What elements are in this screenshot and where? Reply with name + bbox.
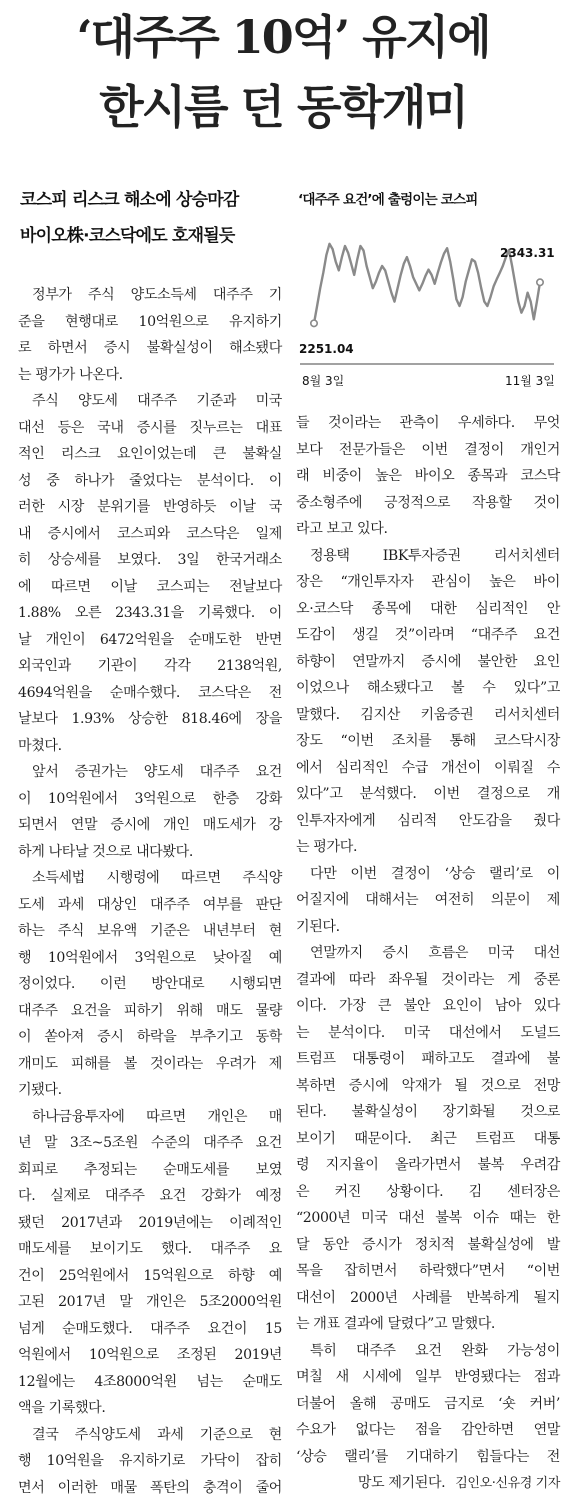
closing-text: 망도 제기된다. bbox=[358, 1475, 445, 1491]
body-text-line: 인투자자에게 심리적 안도감을 줬다 bbox=[296, 808, 560, 835]
body-text-line: 대선이 2000년 사례를 반복하게 될지 bbox=[296, 1285, 560, 1312]
headline-line-1: ‘대주주 10억’ 유지에 bbox=[0, 10, 566, 64]
body-text-line: 수요가 없다는 점을 감안하면 연말 bbox=[296, 1417, 560, 1444]
body-text-line: 로 하면서 증시 불확실성이 해소됐다 bbox=[18, 335, 282, 362]
body-text-line: “2000년 미국 대선 불복 이슈 때는 한 bbox=[296, 1205, 560, 1232]
body-text-line: 대주주 요건을 피하기 위해 매도 물량 bbox=[18, 998, 282, 1025]
body-text-line: 트럼프 대통령이 패하고도 결과에 불 bbox=[296, 1046, 560, 1073]
body-text-line: 이 쏟아져 증시 하락을 부추기고 동학 bbox=[18, 1024, 282, 1051]
body-text-line: 행 10억원을 유지하기로 가닥이 잡히 bbox=[18, 1448, 282, 1475]
body-text-line: 는 평가다. bbox=[296, 834, 560, 861]
kospi-line-chart bbox=[296, 186, 558, 396]
body-text-line: 는 개표 결과에 달렸다”고 말했다. bbox=[296, 1311, 560, 1338]
body-text-line: 소득세법 시행령에 따르면 주식양 bbox=[18, 865, 282, 892]
chart-x-end-label: 11월 3일 bbox=[505, 372, 555, 389]
body-text-line: 다만 이번 결정이 ‘상승 랠리’로 이 bbox=[296, 861, 560, 888]
body-text-line: 라고 보고 있다. bbox=[296, 516, 560, 543]
body-text-line: 에서 심리적인 수급 개선이 이뤄질 수 bbox=[296, 755, 560, 782]
body-text-line: 는 평가가 나온다. bbox=[18, 362, 282, 389]
body-text-line: 1.88% 오른 2343.31을 기록했다. 이 bbox=[18, 600, 282, 627]
chart-end-value-label: 2343.31 bbox=[500, 246, 555, 260]
body-text-line: 준을 현행대로 10억원으로 유지하기 bbox=[18, 309, 282, 336]
body-text-line: 다. 실제로 대주주 요건 강화가 예정 bbox=[18, 1183, 282, 1210]
body-text-line: 날보다 1.93% 상승한 818.46에 장을 bbox=[18, 706, 282, 733]
body-text-line: 매도세를 보이기도 했다. 대주주 요 bbox=[18, 1236, 282, 1263]
body-text-line: 기된다. bbox=[296, 914, 560, 941]
body-text-line: 러한 시장 분위기를 반영하듯 이날 국 bbox=[18, 494, 282, 521]
body-text-line: 보이기 때문이다. 최근 트럼프 대통 bbox=[296, 1126, 560, 1153]
body-text-line: 달 동안 증시가 정치적 불확실성에 발 bbox=[296, 1232, 560, 1259]
body-text-line: 오·코스닥 종목에 대한 심리적인 안 bbox=[296, 596, 560, 623]
body-text-line: 래 비중이 높은 바이오 종목과 코스닥 bbox=[296, 463, 560, 490]
body-text-line: 정이었다. 이런 방안대로 시행되면 bbox=[18, 971, 282, 998]
body-text-line: 마쳤다. bbox=[18, 733, 282, 760]
body-text-line: 하향이 연말까지 증시에 불안한 요인 bbox=[296, 649, 560, 676]
body-text-line: ‘상승 랠리’를 기대하기 힘들다는 전 bbox=[296, 1444, 560, 1471]
body-text-line: 연말까지 증시 흐름은 미국 대선 bbox=[296, 940, 560, 967]
body-text-line: 중소형주에 긍정적으로 작용할 것이 bbox=[296, 490, 560, 517]
body-text-line: 장도 “이번 조치를 통해 코스닥시장 bbox=[296, 728, 560, 755]
body-text-line: 복하면 증시에 악재가 될 것으로 전망 bbox=[296, 1073, 560, 1100]
body-text-line: 정용택 IBK투자증권 리서치센터 bbox=[296, 543, 560, 570]
closing-line bbox=[296, 1470, 560, 1498]
body-text-line: 적인 리스크 요인이었는데 큰 불확실 bbox=[18, 441, 282, 468]
body-text-line: 외국인과 기관이 각각 2138억원, bbox=[18, 653, 282, 680]
chart-start-point bbox=[311, 320, 317, 326]
body-text-line: 년 말 3조~5조원 수준의 대주주 요건 bbox=[18, 1130, 282, 1157]
body-text-line: 목을 잡히면서 하락했다”면서 “이번 bbox=[296, 1258, 560, 1285]
body-text-line: 날 개인이 6472억원을 순매도한 반면 bbox=[18, 627, 282, 654]
body-text-line: 결과에 따라 좌우될 것이라는 게 중론 bbox=[296, 967, 560, 994]
body-text-line: 억원에서 10억원으로 조정된 2019년 bbox=[18, 1342, 282, 1369]
body-text-line: 건이 25억원에서 15억원으로 하향 예 bbox=[18, 1263, 282, 1290]
headline-line-2: 한시름 던 동학개미 bbox=[0, 80, 566, 134]
body-text-line: 행 10억원에서 3억원으로 낮아질 예 bbox=[18, 945, 282, 972]
body-text-line: 회피로 추정되는 순매도세를 보였 bbox=[18, 1157, 282, 1184]
body-text-line: 됐던 2017년과 2019년에는 이례적인 bbox=[18, 1210, 282, 1237]
body-text-line: 은 커진 상황이다. 김 센터장은 bbox=[296, 1179, 560, 1206]
article-body-left-column bbox=[18, 282, 282, 1501]
body-text-line: 히 상승세를 보였다. 3일 한국거래소 bbox=[18, 547, 282, 574]
chart-x-start-label: 8월 3일 bbox=[302, 372, 344, 389]
article-body-right-column bbox=[296, 410, 560, 1498]
body-text-line: 령 지지율이 올라가면서 불복 우려감 bbox=[296, 1152, 560, 1179]
body-text-line: 기됐다. bbox=[18, 1077, 282, 1104]
body-text-line: 더불어 올해 공매도 금지로 ‘숏 커버’ bbox=[296, 1391, 560, 1418]
byline: 김인오·신유경 기자 bbox=[455, 1476, 560, 1491]
body-text-line: 대선 등은 국내 증시를 짓누르는 대표 bbox=[18, 415, 282, 442]
chart-title: ‘대주주 요건’에 출렁이는 코스피 bbox=[298, 188, 478, 208]
body-text-line: 4694억원을 순매수했다. 코스닥은 전 bbox=[18, 680, 282, 707]
body-text-line: 개미도 피해를 볼 것이라는 우려가 제 bbox=[18, 1051, 282, 1078]
subheadline-line-2: 바이오株·코스닥에도 호재될듯 bbox=[20, 224, 290, 248]
body-text-line: 액을 기록했다. bbox=[18, 1395, 282, 1422]
body-text-line: 어질지에 대해서는 여전히 의문이 제 bbox=[296, 887, 560, 914]
body-text-line: 도세 과세 대상인 대주주 여부를 판단 bbox=[18, 892, 282, 919]
chart-end-point bbox=[537, 279, 543, 285]
body-text-line: 하나금융투자에 따르면 개인은 매 bbox=[18, 1104, 282, 1131]
body-text-line: 들 것이라는 관측이 우세하다. 무엇 bbox=[296, 410, 560, 437]
body-text-line: 된다. 불확실성이 장기화될 것으로 bbox=[296, 1099, 560, 1126]
body-text-line: 말했다. 김지산 키움증권 리서치센터 bbox=[296, 702, 560, 729]
body-text-line: 며칠 새 시세에 일부 반영됐다는 점과 bbox=[296, 1364, 560, 1391]
subheadline-line-1: 코스피 리스크 해소에 상승마감 bbox=[20, 188, 290, 212]
body-text-line: 성 중 하나가 줄었다는 분석이다. 이 bbox=[18, 468, 282, 495]
body-text-line: 보다 전문가들은 이번 결정이 개인거 bbox=[296, 437, 560, 464]
body-text-line: 도감이 생길 것”이라며 “대주주 요건 bbox=[296, 622, 560, 649]
body-text-line: 넘게 순매도했다. 대주주 요건이 15 bbox=[18, 1316, 282, 1343]
body-text-line: 결국 주식양도세 과세 기준으로 현 bbox=[18, 1422, 282, 1449]
body-text-line: 이다. 가장 큰 불안 요인이 남아 있다 bbox=[296, 993, 560, 1020]
body-text-line: 주식 양도세 대주주 기준과 미국 bbox=[18, 388, 282, 415]
body-text-line: 하게 나타날 것으로 내다봤다. bbox=[18, 839, 282, 866]
chart-start-value-label: 2251.04 bbox=[299, 342, 354, 356]
body-text-line: 이 10억원에서 3억원으로 한층 강화 bbox=[18, 786, 282, 813]
body-text-line: 되면서 연말 증시에 개인 매도세가 강 bbox=[18, 812, 282, 839]
body-text-line: 있다”고 분석했다. 이번 결정으로 개 bbox=[296, 781, 560, 808]
body-text-line: 앞서 증권가는 양도세 대주주 요건 bbox=[18, 759, 282, 786]
body-text-line: 하는 주식 보유액 기준은 내년부터 현 bbox=[18, 918, 282, 945]
body-text-line: 고된 2017년 말 개인은 5조2000억원 bbox=[18, 1289, 282, 1316]
body-text-line: 특히 대주주 요건 완화 가능성이 bbox=[296, 1338, 560, 1365]
body-text-line: 이었으나 해소됐다고 볼 수 있다”고 bbox=[296, 675, 560, 702]
body-text-line: 내 증시에서 코스피와 코스닥은 일제 bbox=[18, 521, 282, 548]
body-text-line: 12월에는 4조8000억원 넘는 순매도 bbox=[18, 1369, 282, 1396]
body-text-line: 는 분석이다. 미국 대선에서 도널드 bbox=[296, 1020, 560, 1047]
body-text-line: 정부가 주식 양도소득세 대주주 기 bbox=[18, 282, 282, 309]
body-text-line: 장은 “개인투자자 관심이 높은 바이 bbox=[296, 569, 560, 596]
body-text-line: 에 따르면 이날 코스피는 전날보다 bbox=[18, 574, 282, 601]
body-text-line: 면서 이러한 매물 폭탄의 충격이 줄어 bbox=[18, 1475, 282, 1501]
